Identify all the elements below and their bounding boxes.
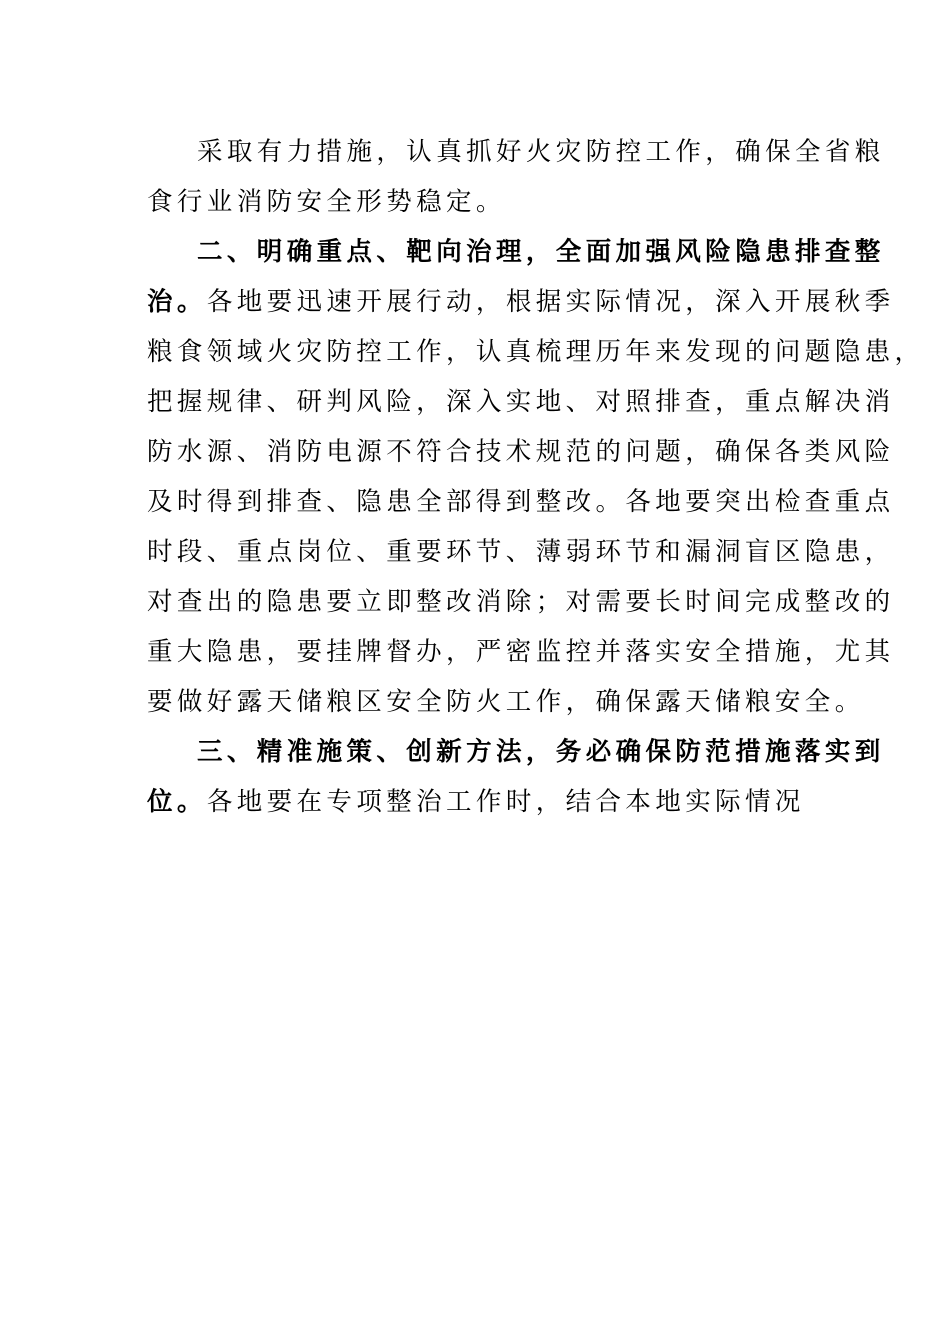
paragraph-2-line-2 (147, 277, 895, 327)
paragraph-2-line-3: 粮食领域火灾防控工作，认真梳理历年来发现的问题隐患， (147, 337, 925, 367)
paragraph-2-line-2-text: 各地要迅速开展行动，根据实际情况，深入开展秋季 (206, 287, 895, 317)
paragraph-1-line-1: 采取有力措施，认真抓好火灾防控工作，确保全省粮 (197, 137, 885, 167)
paragraph-3-line-2-text: 各地要在专项整治工作时，结合本地实际情况 (206, 787, 805, 817)
paragraph-2-line-6: 及时得到排查、隐患全部得到整改。各地要突出检查重点 (147, 487, 895, 517)
paragraph-2-line-5: 防水源、消防电源不符合技术规范的问题，确保各类风险 (147, 437, 895, 467)
paragraph-2-line-10: 要做好露天储粮区安全防火工作，确保露天储粮安全。 (147, 687, 865, 717)
paragraph-2-line-8: 对查出的隐患要立即整改消除；对需要长时间完成整改的 (147, 587, 895, 617)
paragraph-2-line-4: 把握规律、研判风险，深入实地、对照排查，重点解决消 (147, 387, 895, 417)
paragraph-1-line-2: 食行业消防安全形势稳定。 (147, 187, 506, 217)
section-3-heading: 三、精准施策、创新方法，务必确保防范措施落实到 (197, 737, 885, 767)
paragraph-2-line-7: 时段、重点岗位、重要环节、薄弱环节和漏洞盲区隐患， (147, 537, 895, 567)
paragraph-2-line-9: 重大隐患，要挂牌督办，严密监控并落实安全措施，尤其 (147, 637, 895, 667)
section-2-heading-end: 治。 (147, 287, 207, 317)
section-2-heading: 二、明确重点、靶向治理，全面加强风险隐患排查整 (197, 237, 885, 267)
paragraph-3-line-2 (147, 777, 807, 827)
section-3-heading-end: 位。 (147, 787, 207, 817)
